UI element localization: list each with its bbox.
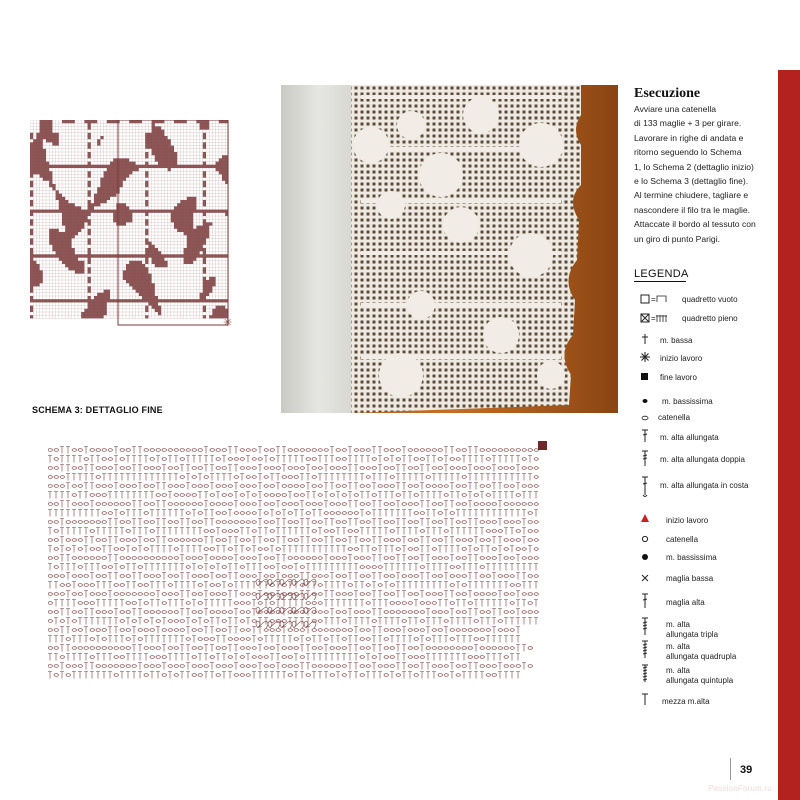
stitch-chart-schema-3 <box>48 446 542 680</box>
lace-band <box>361 355 561 359</box>
instruction-line: Lavorare in righe di andata e <box>634 132 744 143</box>
side-accent-strip <box>778 70 800 800</box>
stitch-row <box>48 636 520 643</box>
lace-rose-motif <box>483 317 519 353</box>
legend-label: m. bassa <box>660 336 693 345</box>
heart-stitch-motif <box>304 593 316 600</box>
execution-title: Esecuzione <box>634 86 701 101</box>
stitch-row <box>48 492 538 499</box>
lace-rose-motif <box>379 353 423 397</box>
end-of-work-marker-icon <box>538 441 547 450</box>
schema-3-title: SCHEMA 3: DETTAGLIO FINE <box>32 405 163 415</box>
stitch-row <box>48 609 538 616</box>
stitch-row <box>48 627 520 634</box>
legend-label: inizio lavoro <box>666 516 709 525</box>
instruction-line: di 133 maglie + 3 per girare. <box>634 118 742 129</box>
lace-rose-motif <box>419 153 463 197</box>
instruction-line: e lo Schema 3 (dettaglio fine). <box>634 176 749 187</box>
lace-curtain-photo <box>281 85 618 413</box>
instruction-line: Attaccate il bordo al tessuto con <box>634 219 756 230</box>
heart-stitch-motif <box>256 593 268 600</box>
legend-label: inizio lavoro <box>660 354 703 363</box>
lace-band <box>361 199 561 203</box>
legend-label: m. bassissima <box>662 397 713 406</box>
legend-label: quadretto pieno <box>682 314 738 323</box>
lace-rose-motif <box>463 97 499 133</box>
lace-rose-motif <box>397 111 425 139</box>
stitch-row <box>48 591 538 598</box>
stitch-row <box>48 528 538 535</box>
site-watermark: PassionForum.ru <box>708 784 772 793</box>
stitch-row <box>48 510 538 517</box>
stitch-row <box>48 456 538 463</box>
stitch-row <box>48 474 538 481</box>
stitch-row <box>48 447 538 454</box>
lace-band <box>361 147 561 151</box>
svg-text:=: = <box>651 314 656 323</box>
legend-label: m. alta allungata in costa <box>660 481 749 490</box>
legend-label: fine lavoro <box>660 373 697 382</box>
stitch-row <box>48 483 538 490</box>
stitch-row <box>48 600 538 607</box>
stitch-row <box>48 663 532 670</box>
lace-band <box>361 303 561 307</box>
legend-label: maglia alta <box>666 598 705 607</box>
legend-label: m. bassissima <box>666 553 717 562</box>
stitch-row <box>48 501 538 508</box>
lace-rose-motif <box>443 207 479 243</box>
legend-title: LEGENDA <box>634 268 689 280</box>
empty-square-icon <box>640 292 674 308</box>
start-asterisk-icon: ✳ <box>223 317 233 329</box>
legend-label: maglia bassa <box>666 574 714 583</box>
stitch-row <box>48 618 538 625</box>
stitch-row <box>48 645 532 652</box>
instruction-line: nascondere il filo tra le maglie. <box>634 204 751 215</box>
legend-label: m. alta allungata tripla <box>666 620 719 639</box>
svg-text:=: = <box>651 295 656 304</box>
stitch-row <box>48 672 520 679</box>
stitch-row <box>48 573 538 580</box>
grid-lines <box>30 120 228 318</box>
page-number-divider <box>730 758 731 780</box>
heart-stitch-motif <box>292 579 304 586</box>
legend-label: m. alta allungata doppia <box>660 455 745 464</box>
lace-rose-motif <box>519 123 563 167</box>
lace-band <box>361 95 561 99</box>
legend-label: m. alta allungata quintupla <box>666 666 734 685</box>
filled-square-icon <box>640 311 674 327</box>
instruction-line: un giro di punto Parigi. <box>634 233 720 244</box>
lace-band <box>361 251 561 255</box>
legend-label: quadretto vuoto <box>682 295 738 304</box>
stitch-row <box>48 555 538 562</box>
lace-rose-motif <box>377 191 405 219</box>
execution-instructions <box>634 102 774 246</box>
lace-rose-motif <box>353 127 389 163</box>
legend-label: mezza m.alta <box>662 697 710 706</box>
stitch-row <box>48 564 538 571</box>
legend-label: m. alta allungata quadrupla <box>666 642 737 661</box>
filet-chart-schema-1 <box>30 120 233 330</box>
stitch-row <box>48 465 538 472</box>
stitch-row <box>48 519 538 526</box>
legend-underline <box>634 281 686 282</box>
stitch-row <box>48 546 538 553</box>
instruction-line: ritorno seguendo lo Schema <box>634 147 742 158</box>
stitch-row <box>48 654 520 661</box>
lace-rose-motif <box>537 361 565 389</box>
stitch-row <box>48 537 538 544</box>
instruction-line: Al termine chiudere, tagliare e <box>634 190 749 201</box>
legend-label: m. alta allungata <box>660 433 719 442</box>
legend-label: catenella <box>658 413 691 422</box>
instruction-line: Avviare una catenella <box>634 104 717 114</box>
legend-label: catenella <box>666 535 699 544</box>
instruction-line: 1, lo Schema 2 (dettaglio inizio) <box>634 161 754 172</box>
page-number: 39 <box>740 764 753 776</box>
